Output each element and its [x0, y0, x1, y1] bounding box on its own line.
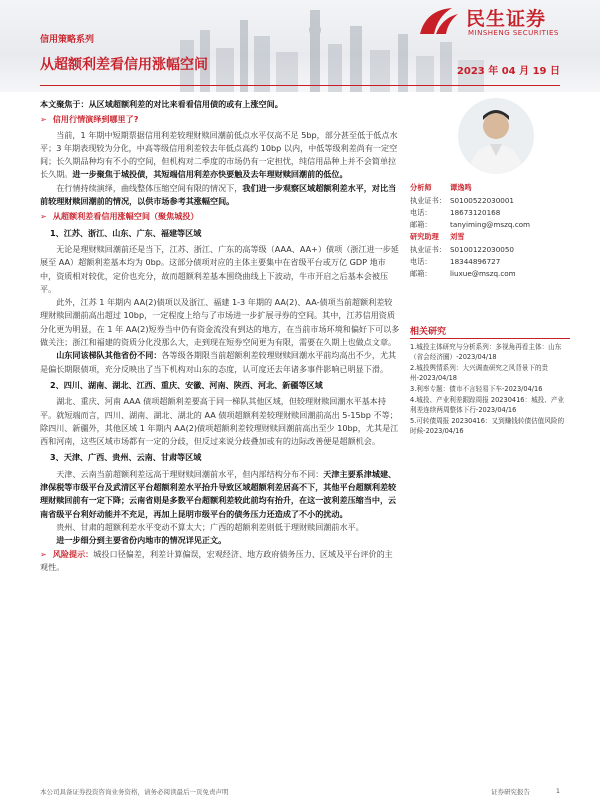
analyst-row: 分析师 谭逸鸣: [410, 183, 472, 192]
report-type: 证券研究报告: [491, 788, 530, 796]
related-item[interactable]: 2.城投舆情系列：大兴调查研究之风背景下的贵州-2023/04/18: [410, 364, 549, 382]
paragraph: 当前，1 年期中短期票据信用利差较理财赎回潮前低点水平仅高不足 5bp，部分甚至低于低点水平；3 年期表现较为分化，中高等级信用利差较去年低点高约 10bp 以内，中低等级利差尚有一定空间；长久期品种均有不小的空间，但机构对二季度的市场仍有一定担忧，纯信用品种上并不会简单拉长久期。进一步聚焦于城投债，其短端信用利差亦快要触及去年理财赎回潮前的低位。: [40, 129, 398, 180]
paragraph: 湖北、重庆、河南 AAA 债项超额利差要高于同一梯队其他区域，但较理财赎回潮水平基本持平。就短端而言，四川、湖南、湖北、湖北的 AA 债项超额利差较理财赎回潮前高出 5-15bp 不等；除四川、新疆外，其他区域 1 年期内 AA(2)债项超额利差较理财赎回潮前高出至少 10bp，尤其是江西和河南，这些区域市场都有一定的分歧，但反过来说分歧叠加或有的边际改善便是超额机会。: [40, 396, 399, 447]
related-item[interactable]: 3.利率专题：债市不言轻易下车-2023/04/16: [410, 385, 543, 393]
arrow-icon: ➢: [40, 548, 47, 559]
subheading-region-2: 2、四川、湖南、湖北、江西、重庆、安徽、河南、陕西、河北、新疆等区域: [50, 379, 323, 390]
arrow-icon: ➢: [40, 114, 47, 125]
report-date: 2023 年 04 月 19 日: [456, 66, 560, 77]
section-heading-spread: ➢ 从超额利差看信用涨幅空间（聚焦城投）: [40, 211, 199, 222]
paragraph: 在行情持续演绎，曲线整体压缩空间有限的情况下，我们进一步观察区域超额利差水平，对比当前较理财赎回潮前的情况，以供市场参考其涨幅空间。: [40, 182, 397, 207]
subheading-region-1: 1、江苏、浙江、山东、广东、福建等区域: [50, 227, 202, 238]
assistant-phone: 18344896727: [450, 257, 501, 266]
assistant-name: 刘雪: [450, 232, 465, 241]
analyst-photo: [458, 98, 534, 174]
related-divider: [410, 338, 570, 339]
logo-text-en: MINSHENG SECURITIES: [468, 29, 559, 37]
related-research-heading: 相关研究: [410, 327, 447, 337]
focus-statement: 本文聚焦于：从区域超额利差的对比来看看信用债的或有上涨空间。: [40, 99, 283, 109]
related-research-list: [410, 342, 570, 437]
page-footer: [40, 787, 560, 796]
analyst-email: tanyiming@mszq.com: [450, 220, 531, 229]
arrow-icon: ➢: [40, 211, 47, 222]
paragraph: 此外，江苏 1 年期内 AA(2)债项以及浙江、福建 1-3 年期的 AA(2)、AA-债项当前超额利差较理财赎回潮前高出超过 10bp，一定程度上给与了市场进一步扩展寻券的空间。其中，江苏信用资质分化更为明显，在 1 年 AA(2)短券当中仍有资金流没有到达的地方，在当前市场环境和偏好下可以多做关注；浙江和福建的资质分化没那么大，走到现在短券空间更为有限，需要在久期上也做点文章。: [40, 297, 400, 348]
report-body: [40, 98, 400, 574]
assistant-cert: S0100122030050: [450, 245, 515, 254]
analyst-phone: 18673120168: [450, 208, 501, 217]
report-header: [0, 0, 600, 92]
analyst-name: 谭逸鸣: [450, 183, 472, 192]
report-series: 信用策略系列: [40, 35, 95, 45]
disclaimer-note: 本公司具备证券投资咨询业务资格，请务必阅读最后一页免责声明: [40, 788, 229, 796]
company-logo: [408, 4, 578, 44]
minsheng-logo-icon: [416, 4, 460, 40]
report-title: 从超额利差看信用涨幅空间: [40, 57, 208, 73]
logo-text-cn: 民生证券: [466, 8, 547, 30]
risk-warning: ➢ 风险提示：城投口径偏差，利差计算偏误，宏观经济、地方政府债务压力、区域及平台评价的主观性。: [40, 548, 393, 572]
page-number: 1: [555, 787, 560, 795]
related-item[interactable]: 5.可转债周报 20230416：又到赚钱转债估值风险的时候-2023/04/16: [410, 417, 565, 435]
assistant-email: liuxue@mszq.com: [450, 269, 516, 278]
paragraph: 无论是理财赎回潮前还是当下，江苏、浙江、广东的高等级（AAA、AA+）债项（浙江进一步延展至 AA）超额利差基本均为 0bp。这部分债项对应的主体主要集中在省级平台或万亿 GDP 地市中，资质相对较优，定价也充分，故而超额利差基本围绕曲线上下波动，牛市开启之后基本会被压平。: [40, 243, 399, 294]
header-divider: [40, 85, 560, 86]
paragraph: 天津、云南当前超额利差远高于理财赎回潮前水平，但内部结构分布不同：天津主要系津城建、津保税等市级平台及武清区平台超额利差水平抬升导致区域超额利差居高不下，其他平台超额利差较理财赎回前有一定下降；云南省则是多数平台超额利差较此前均有抬升，在这一波利差压缩当中，云南省级平台利好动能并不充足，再加上昆明市级平台的债务压力还造成了不小的扰动。: [40, 468, 397, 519]
paragraph: 贵州、甘肃的超额利差水平变动不算太大；广西的超额利差则低于理财赎回潮前水平。: [56, 521, 364, 532]
related-item[interactable]: 4.城投、产业利差跟踪周报 20230416：城投、产业利差连续两周整体下行-2023/04/16: [410, 396, 565, 414]
related-item[interactable]: 1.城投主体研究与分析系列：多视角再看主体：山东（省会经济圈）-2023/04/18: [410, 343, 562, 361]
analyst-cert: S0100522030001: [450, 196, 515, 205]
paragraph: 山东同该梯队其他省份不同：各等级各期限当前超额利差较理财赎回潮水平前均高出不少，尤其是偏长期限债项，充分反映出了当下机构对山东的态度，认可度还去年诸多事件影响已明显下滑。: [40, 350, 397, 374]
section-heading-market: ➢ 信用行情演绎到哪里了?: [40, 114, 139, 125]
subheading-region-3: 3、天津、广西、贵州、云南、甘肃等区域: [50, 452, 202, 463]
paragraph-emphasis: 进一步细分到主要省份内地市的情况详见正文。: [56, 535, 227, 546]
assistant-row: 研究助理 刘雪: [410, 232, 465, 241]
